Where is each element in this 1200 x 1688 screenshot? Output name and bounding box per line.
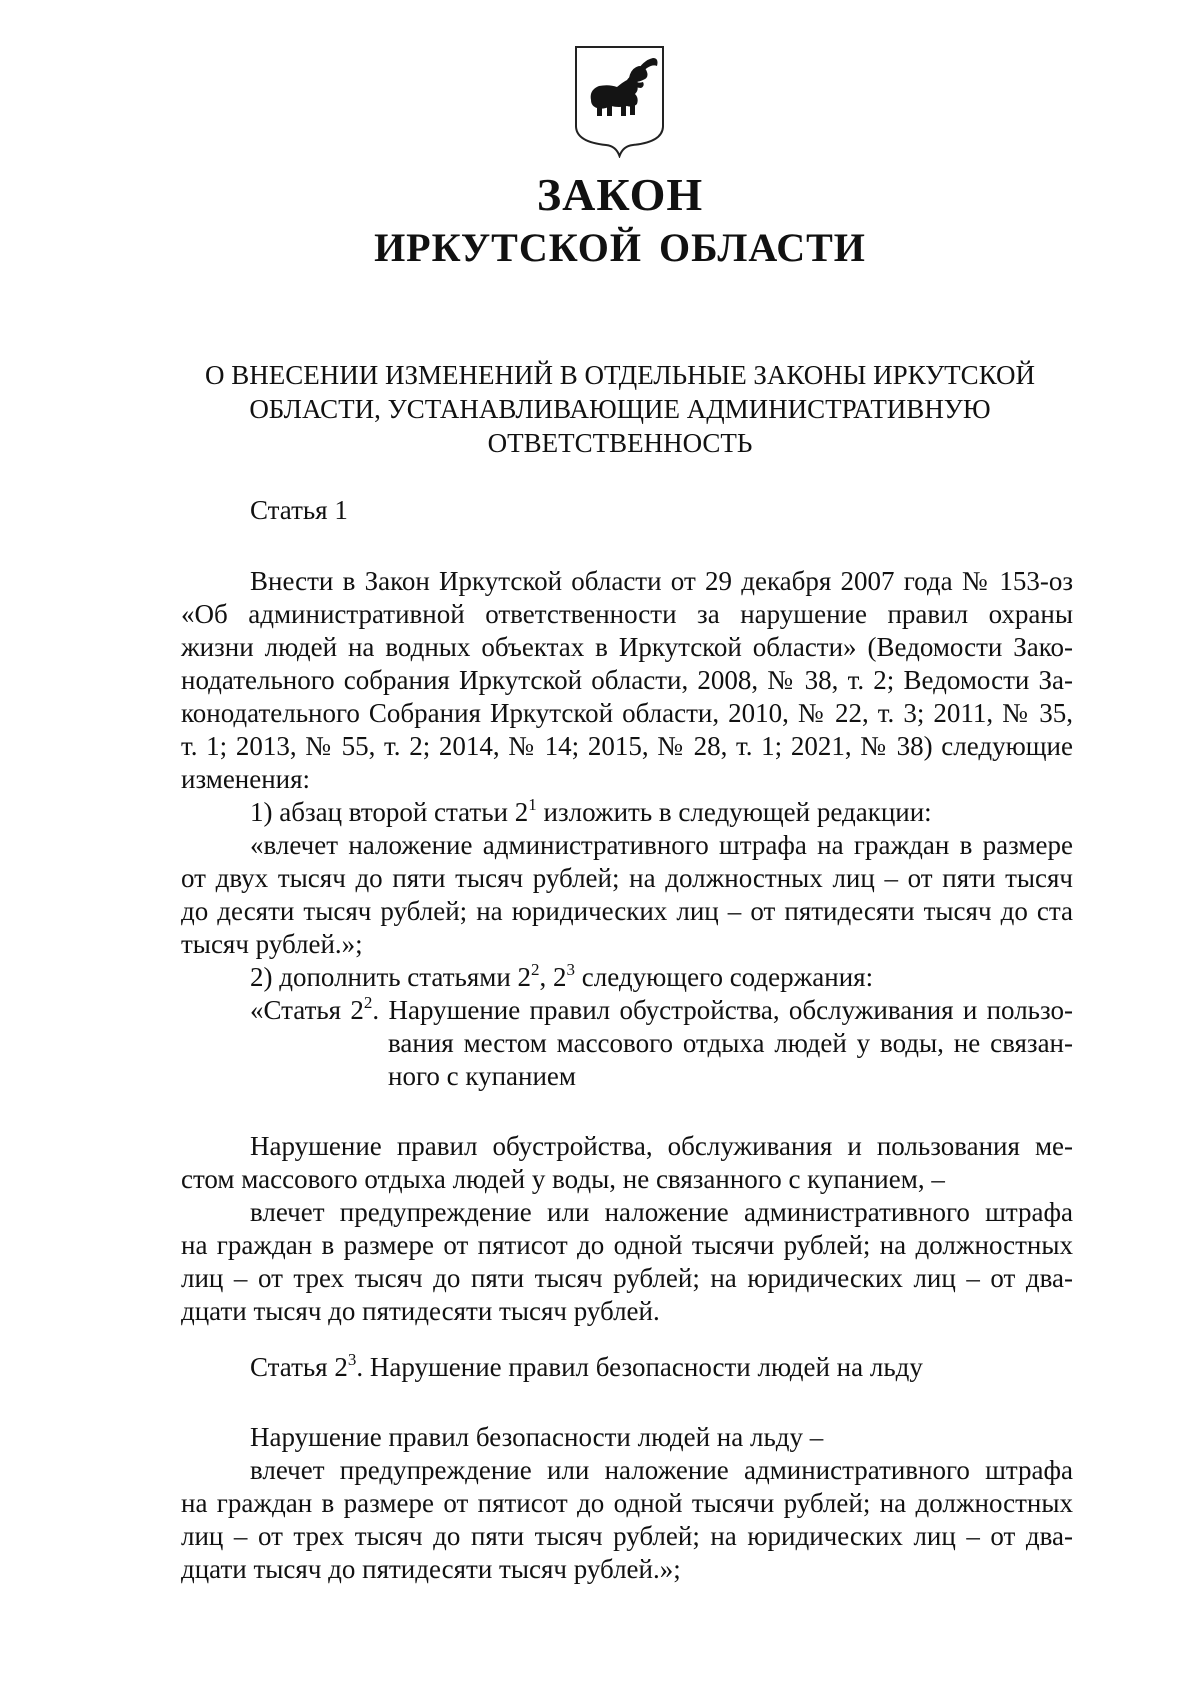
- region-title: ИРКУТСКОЙ ОБЛАСТИ: [374, 225, 866, 270]
- law-subtitle: [180, 358, 1060, 460]
- paragraph-line: на граждан в размере от пятисот до одной тысячи рублей; на должностных: [181, 1230, 1073, 1260]
- paragraph-line: Нарушение правил безопасности людей на льду –: [250, 1422, 824, 1452]
- item-text: , 2: [539, 962, 567, 992]
- article-title-text: . Нарушение правил безопасности людей на льду: [356, 1352, 923, 1382]
- law-title: ЗАКОН: [536, 169, 704, 220]
- paragraph-line: Нарушение правил обустройства, обслуживания и пользования ме-: [250, 1131, 1073, 1161]
- item-text: 1) абзац второй статьи 2: [250, 797, 529, 827]
- superscript: 1: [528, 795, 537, 814]
- article-1-heading: Статья 1: [250, 495, 348, 525]
- paragraph-line: изменения:: [181, 764, 311, 794]
- superscript: 2: [363, 993, 373, 1012]
- quote-line: до десяти тысяч рублей; на юридических лиц – от пятидесяти тысяч до ста: [181, 896, 1073, 926]
- article-prefix: Статья 2: [250, 1352, 348, 1382]
- subtitle-line: ОБЛАСТИ, УСТАНАВЛИВАЮЩИЕ АДМИНИСТРАТИВНУЮ: [249, 394, 991, 424]
- paragraph-line: влечет предупреждение или наложение административного штрафа: [250, 1455, 1073, 1485]
- superscript: 3: [347, 1350, 357, 1369]
- article-prefix: «Статья 2: [250, 995, 364, 1025]
- paragraph-line: лиц – от трех тысяч до пяти тысяч рублей; на юридических лиц – от два-: [181, 1521, 1073, 1551]
- paragraph-line: дцати тысяч до пятидесяти тысяч рублей.»;: [181, 1554, 681, 1584]
- paragraph-line: жизни людей на водных объектах в Иркутской области» (Ведомости Зако-: [181, 632, 1073, 662]
- irkutsk-coat-of-arms-emblem: [573, 44, 666, 158]
- quote-line: «влечет наложение административного штрафа на граждан в размере: [250, 830, 1073, 860]
- paragraph-line: Внести в Закон Иркутской области от 29 декабря 2007 года № 153-оз: [250, 566, 1073, 596]
- paragraph-line: влечет предупреждение или наложение административного штрафа: [250, 1197, 1073, 1227]
- paragraph-line: т. 1; 2013, № 55, т. 2; 2014, № 14; 2015, № 28, т. 1; 2021, № 38) следующие: [181, 731, 1073, 761]
- quote-line: тысяч рублей.»;: [181, 929, 363, 959]
- paragraph-line: дцати тысяч до пятидесяти тысяч рублей.: [181, 1296, 660, 1326]
- paragraph-line: «Об административной ответственности за нарушение правил охраны: [181, 599, 1073, 629]
- item-1: [250, 797, 1073, 831]
- superscript: 3: [566, 960, 576, 979]
- item-2: [250, 962, 1073, 996]
- paragraph-line: лиц – от трех тысяч до пяти тысяч рублей; на юридических лиц – от два-: [181, 1263, 1073, 1293]
- paragraph-line: стом массового отдыха людей у воды, не связанного с купанием, –: [181, 1164, 945, 1194]
- article-title-text: . Нарушение правил обустройства, обслуживания и пользо-: [372, 995, 1073, 1025]
- subtitle-line: О ВНЕСЕНИИ ИЗМЕНЕНИЙ В ОТДЕЛЬНЫЕ ЗАКОНЫ ИРКУТСКОЙ: [204, 360, 1036, 390]
- superscript: 2: [531, 960, 540, 979]
- article-title-line: вания местом массового отдыха людей у воды, не связан-: [388, 1028, 1073, 1058]
- item-text: 2) дополнить статьями 2: [250, 962, 532, 992]
- paragraph-line: нодательного собрания Иркутской области, 2008, № 38, т. 2; Ведомости За-: [181, 665, 1073, 695]
- item-text: изложить в следующей редакции:: [536, 797, 932, 827]
- paragraph-line: конодательного Собрания Иркутской области, 2010, № 22, т. 3; 2011, № 35,: [181, 698, 1073, 728]
- item-text: следующего содержания:: [575, 962, 874, 992]
- article-2-2-title: [250, 995, 1073, 1029]
- article-2-3-title: [250, 1352, 1073, 1386]
- quote-line: от двух тысяч до пяти тысяч рублей; на должностных лиц – от пяти тысяч: [181, 863, 1073, 893]
- paragraph-line: на граждан в размере от пятисот до одной тысячи рублей; на должностных: [181, 1488, 1073, 1518]
- subtitle-line: ОТВЕТСТВЕННОСТЬ: [487, 428, 753, 458]
- article-title-line: ного с купанием: [388, 1061, 576, 1091]
